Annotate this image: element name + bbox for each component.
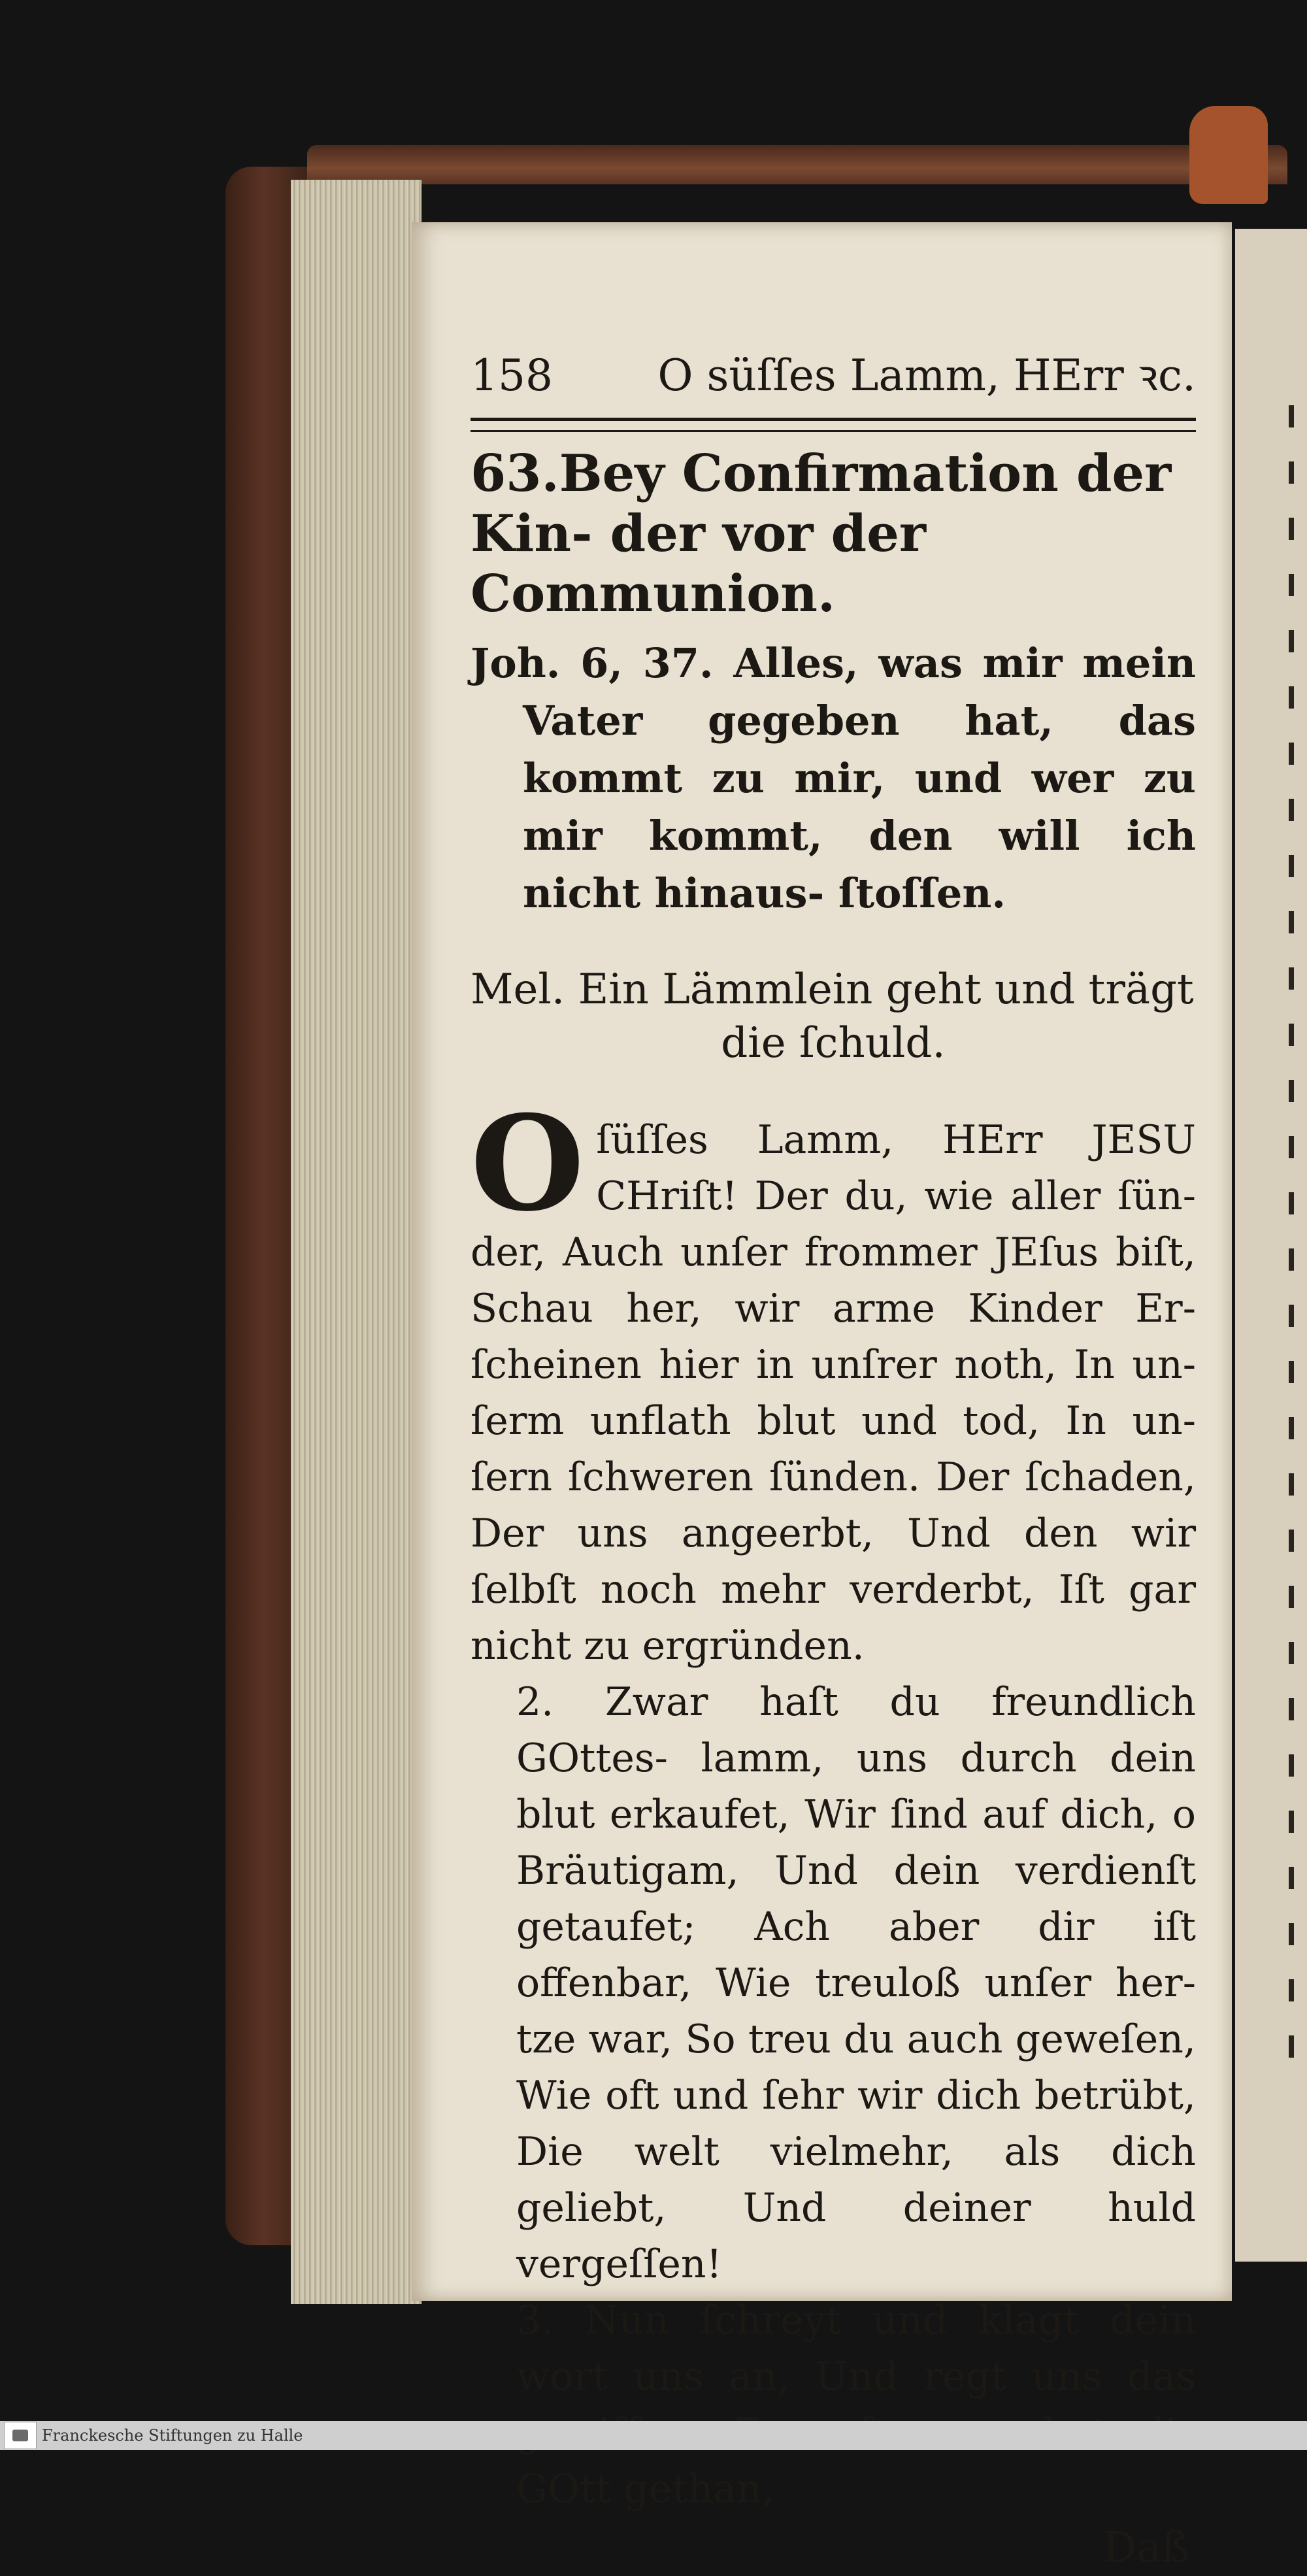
hymn-title: Bey Confirmation der Kin- der vor der Communion. bbox=[471, 444, 1172, 624]
institution-logo-icon bbox=[4, 2422, 37, 2449]
verse-2: 2. Zwar haſt du freundlich GOttes- lamm, uns durch dein blut erkaufet, Wir ſind auf dich, o Bräutigam, Und dein verdienſt getaufet; Ach aber dir iſt offenbar, Wie treuloß unſer her- tze war, So treu du auch geweſen, Wie oft und ſehr wir dich betrübt, Die welt vielmehr, als dich geliebt, Und deiner huld vergeſſen! bbox=[516, 1679, 1196, 2287]
verse-1-text: ſüſſes Lamm, HErr JESU CHriſt! Der du, wie aller ſün- der, Auch unſer frommer JEſus biſt, Schau her, wir arme Kinder Er- ſcheinen hier in unſrer noth, In un- ſerm unflath blut und tod, In un- ſern ſchweren ſünden. Der ſchaden, Der uns angeerbt, Und den wir ſelbſt noch mehr verderbt, Iſt gar nicht zu ergründen. bbox=[471, 1117, 1196, 1669]
running-head bbox=[471, 343, 1196, 409]
facing-page-text-fragments bbox=[1289, 405, 1307, 2092]
verse-1 bbox=[471, 1087, 1196, 1674]
worn-leather-patch bbox=[1189, 106, 1268, 204]
running-title: O süſſes Lamm, HErr ꝛc. bbox=[657, 350, 1196, 401]
page-text-block bbox=[471, 343, 1196, 2576]
page-edges bbox=[291, 180, 422, 2304]
melody-text: Mel. Ein Lämmlein geht und trägt bbox=[471, 965, 1194, 1014]
verse-3: 3. Nun ſchreyt und klagt dein wort uns an, Und regt uns das GOtt gethan, bbox=[516, 2298, 1196, 2512]
book-spine-top bbox=[307, 145, 1287, 184]
melody-continuation: die ſchuld. bbox=[721, 1019, 946, 1067]
page-number: 158 bbox=[471, 350, 553, 401]
footer-bar bbox=[0, 2421, 1307, 2450]
catchword: Daß bbox=[1102, 2524, 1189, 2572]
footer-credit: Franckesche Stiftungen zu Halle bbox=[42, 2426, 303, 2445]
hymn-heading bbox=[471, 444, 1196, 624]
scripture-epigraph: Joh. 6, 37. Alles, was mir mein Vater gegeben hat, das kommt zu mir, und wer zu mir kommt, den will ich nicht hinaus- ſtoſſen. bbox=[471, 639, 1196, 917]
header-rule bbox=[471, 418, 1196, 432]
hymn-number: 63. bbox=[471, 444, 559, 503]
drop-cap-initial: O bbox=[471, 1087, 585, 1241]
melody-line bbox=[471, 963, 1196, 1070]
